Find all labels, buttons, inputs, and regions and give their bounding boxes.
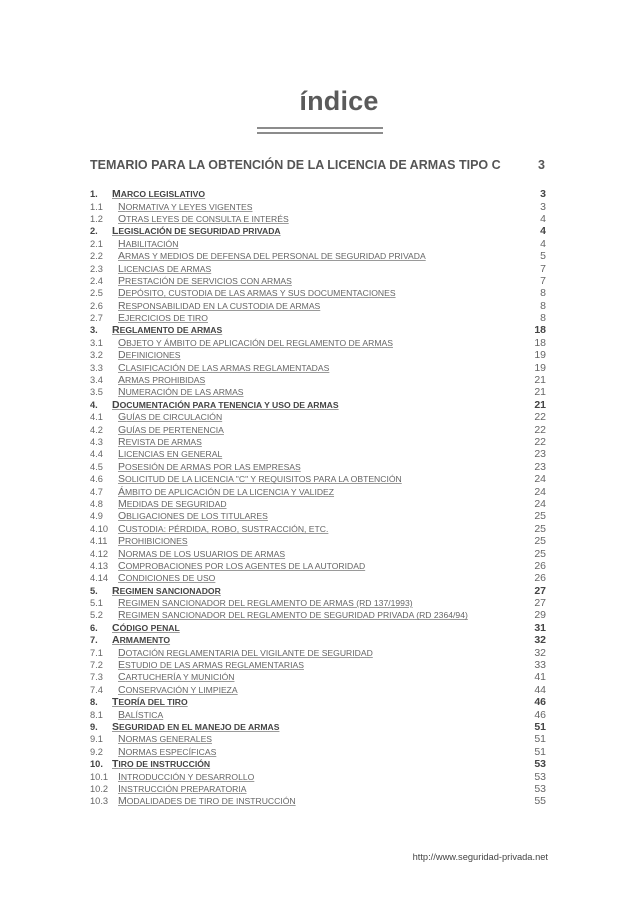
toc-entry-link[interactable]: MODALIDADES DE TIRO DE INSTRUCCIÓN	[118, 795, 296, 808]
toc-entry-number: 4.11	[90, 536, 108, 547]
toc-chapter-entry[interactable]	[90, 324, 546, 336]
toc-entry-page: 19	[534, 361, 546, 374]
toc-entry-page: 4	[540, 225, 546, 238]
toc-section-entry[interactable]	[90, 361, 546, 373]
toc-section-entry[interactable]	[90, 510, 546, 522]
toc-section-entry[interactable]	[90, 461, 546, 473]
toc-chapter-entry[interactable]	[90, 399, 546, 411]
toc-entry-page: 21	[534, 398, 546, 411]
toc-entry-number: 4.2	[90, 424, 103, 435]
toc-entry-number: 4.4	[90, 449, 103, 460]
toc-entry-link[interactable]: ARMAS PROHIBIDAS	[118, 374, 206, 387]
footer-url[interactable]: http://www.seguridad-privada.net	[412, 852, 548, 862]
toc-entry-number: 7.2	[90, 660, 103, 671]
toc-entry-number: 7.	[90, 635, 98, 646]
toc-entry-number: 8.1	[90, 709, 103, 720]
toc-entry-link[interactable]: GUÍAS DE PERTENENCIA	[118, 423, 224, 436]
toc-entry-link[interactable]: SOLICITUD DE LA LICENCIA "C" Y REQUISITOS PARA LA OBTENCIÓN	[118, 473, 402, 486]
toc-entry-page: 8	[540, 312, 546, 325]
toc-entry-number: 4.12	[90, 548, 109, 559]
toc-section-entry[interactable]	[90, 498, 546, 510]
toc-entry-link[interactable]: CUSTODIA: PÉRDIDA, ROBO, SUSTRACCIÓN, ETC.	[118, 522, 329, 535]
toc-entry-page: 53	[534, 782, 546, 795]
toc-entry-page: 26	[534, 572, 546, 585]
toc-chapter-entry[interactable]	[90, 225, 546, 237]
toc-entry-link[interactable]: ARMAMENTO	[112, 634, 171, 647]
toc-entry-page: 8	[540, 299, 546, 312]
toc-entry-page: 24	[534, 497, 546, 510]
toc-chapter-entry[interactable]	[90, 696, 546, 708]
toc-entry-page: 22	[534, 436, 546, 448]
toc-entry-page: 51	[534, 745, 546, 758]
table-of-contents	[90, 188, 546, 808]
title-rule-top	[257, 127, 383, 129]
toc-entry-link[interactable]: DOCUMENTACIÓN PARA TENENCIA Y USO DE ARMAS	[112, 398, 339, 411]
toc-entry-page: 3	[540, 200, 546, 213]
toc-chapter-entry[interactable]	[90, 634, 546, 646]
toc-section-entry[interactable]	[90, 386, 546, 398]
toc-entry-page: 21	[534, 374, 546, 387]
toc-entry-number: 6.	[90, 622, 98, 633]
toc-entry-link[interactable]: POSESIÓN DE ARMAS POR LAS EMPRESAS	[118, 460, 301, 473]
toc-entry-page: 19	[534, 349, 546, 362]
toc-entry-page: 21	[534, 386, 546, 399]
toc-entry-number: 2.5	[90, 288, 103, 299]
toc-section-entry[interactable]	[90, 287, 546, 299]
toc-entry-number: 7.1	[90, 647, 103, 658]
toc-entry-page: 46	[534, 708, 546, 721]
toc-section-entry[interactable]	[90, 374, 546, 386]
toc-entry-number: 2.1	[90, 238, 103, 249]
toc-entry-page: 33	[534, 659, 546, 672]
toc-entry-link[interactable]: OTRAS LEYES DE CONSULTA E INTERÉS	[118, 212, 289, 225]
toc-entry-page: 53	[534, 758, 546, 771]
toc-section-entry[interactable]	[90, 746, 546, 758]
toc-section-entry[interactable]	[90, 411, 546, 423]
toc-entry-number: 2.3	[90, 263, 103, 274]
toc-chapter-entry[interactable]	[90, 758, 546, 770]
toc-entry-link[interactable]: LICENCIAS EN GENERAL	[118, 448, 223, 461]
toc-main-entry-page: 3	[538, 158, 545, 172]
toc-entry-number: 3.3	[90, 362, 103, 373]
toc-entry-page: 27	[534, 597, 546, 610]
toc-entry-link[interactable]: PROHIBICIONES	[118, 535, 188, 548]
toc-main-entry[interactable]	[90, 157, 546, 173]
toc-entry-number: 4.14	[90, 573, 109, 584]
toc-section-entry[interactable]	[90, 646, 546, 658]
toc-entry-link[interactable]: PRESTACIÓN DE SERVICIOS CON ARMAS	[118, 274, 292, 287]
toc-entry-page: 55	[534, 795, 546, 808]
toc-entry-link[interactable]: BALÍSTICA	[118, 708, 164, 721]
toc-entry-page: 41	[534, 671, 546, 684]
toc-entry-page: 25	[534, 547, 546, 560]
toc-entry-number: 5.	[90, 585, 98, 596]
toc-entry-number: 5.2	[90, 610, 103, 621]
toc-entry-link[interactable]: NORMAS ESPECÍFICAS	[118, 745, 217, 758]
toc-entry-page: 51	[534, 720, 546, 733]
toc-entry-link[interactable]: CÓDIGO PENAL	[112, 621, 180, 634]
toc-entry-page: 4	[540, 212, 546, 225]
toc-entry-number: 3.	[90, 325, 98, 336]
toc-entry-number: 7.4	[90, 684, 103, 695]
toc-section-entry[interactable]	[90, 535, 546, 547]
page-title: índice	[299, 86, 379, 116]
toc-entry-link[interactable]: ESTUDIO DE LAS ARMAS REGLAMENTARIAS	[118, 659, 304, 672]
toc-entry-page: 5	[540, 250, 546, 263]
toc-section-entry[interactable]	[90, 275, 546, 287]
toc-entry-link[interactable]: REGIMEN SANCIONADOR DEL REGLAMENTO DE ARMAS (RD 137/1993)	[118, 597, 413, 610]
toc-section-entry[interactable]	[90, 560, 546, 572]
toc-section-entry[interactable]	[90, 684, 546, 696]
toc-entry-link[interactable]: OBLIGACIONES DE LOS TITULARES	[118, 510, 268, 523]
toc-entry-page: 26	[534, 559, 546, 572]
toc-entry-page: 23	[534, 460, 546, 473]
toc-entry-number: 9.2	[90, 746, 103, 757]
toc-section-entry[interactable]	[90, 523, 546, 535]
toc-entry-link[interactable]: MEDIDAS DE SEGURIDAD	[118, 497, 227, 510]
toc-entry-number: 4.1	[90, 412, 103, 423]
toc-entry-number: 2.7	[90, 313, 103, 324]
toc-section-entry[interactable]	[90, 250, 546, 262]
toc-entry-number: 4.3	[90, 437, 103, 447]
toc-entry-link[interactable]: MARCO LEGISLATIVO	[112, 188, 206, 201]
toc-entry-link[interactable]: ÁMBITO DE APLICACIÓN DE LA LICENCIA Y VALIDEZ	[118, 485, 335, 498]
toc-entry-number: 4.13	[90, 560, 109, 571]
toc-entry-link[interactable]: INSTRUCCIÓN PREPARATORIA	[118, 782, 247, 795]
toc-section-entry[interactable]	[90, 262, 546, 274]
toc-entry-page: 22	[534, 423, 546, 436]
toc-section-entry[interactable]	[90, 770, 546, 782]
toc-entry-link[interactable]: INTRODUCCIÓN Y DESARROLLO	[118, 770, 255, 783]
toc-entry-link[interactable]: NORMATIVA Y LEYES VIGENTES	[118, 200, 253, 213]
toc-section-entry[interactable]	[90, 572, 546, 584]
toc-entry-link[interactable]: CLASIFICACIÓN DE LAS ARMAS REGLAMENTADAS	[118, 361, 330, 374]
toc-entry-page: 25	[534, 510, 546, 523]
toc-section-entry[interactable]	[90, 547, 546, 559]
toc-entry-page: 18	[534, 324, 546, 337]
toc-main-entry-label: TEMARIO PARA LA OBTENCIÓN DE LA LICENCIA DE ARMAS TIPO C	[90, 158, 501, 172]
toc-entry-link[interactable]: CONDICIONES DE USO	[118, 572, 216, 585]
toc-chapter-entry[interactable]	[90, 721, 546, 733]
toc-entry-number: 3.1	[90, 337, 103, 348]
toc-entry-number: 4.9	[90, 511, 103, 522]
toc-entry-page: 7	[540, 274, 546, 287]
toc-section-entry[interactable]	[90, 609, 546, 621]
toc-entry-number: 4.10	[90, 523, 109, 534]
toc-entry-link[interactable]: ARMAS Y MEDIOS DE DEFENSA DEL PERSONAL DE SEGURIDAD PRIVADA	[118, 250, 426, 263]
toc-entry-number: 3.2	[90, 350, 103, 361]
toc-entry-page: 32	[534, 646, 546, 659]
toc-entry-link[interactable]: NORMAS DE LOS USUARIOS DE ARMAS	[118, 547, 286, 560]
toc-entry-link[interactable]: CONSERVACIÓN Y LIMPIEZA	[118, 683, 238, 696]
toc-entry-page: 53	[534, 770, 546, 783]
toc-entry-number: 2.2	[90, 251, 103, 262]
toc-entry-page: 46	[534, 696, 546, 709]
toc-chapter-entry[interactable]	[90, 622, 546, 634]
toc-section-entry[interactable]	[90, 597, 546, 609]
toc-entry-page: 29	[534, 609, 546, 622]
toc-entry-link[interactable]: DOTACIÓN REGLAMENTARIA DEL VIGILANTE DE SEGURIDAD	[118, 646, 373, 659]
toc-entry-page: 25	[534, 535, 546, 548]
toc-entry-link[interactable]: LEGISLACIÓN DE SEGURIDAD PRIVADA	[112, 225, 281, 238]
toc-entry-number: 2.	[90, 226, 98, 237]
toc-chapter-entry[interactable]	[90, 585, 546, 597]
toc-entry-link[interactable]: SEGURIDAD EN EL MANEJO DE ARMAS	[112, 720, 280, 733]
toc-entry-number: 5.1	[90, 598, 103, 609]
toc-entry-link[interactable]: OBJETO Y ÁMBITO DE APLICACIÓN DEL REGLAMENTO DE ARMAS	[118, 336, 393, 349]
toc-entry-page: 24	[534, 473, 546, 486]
toc-section-entry[interactable]	[90, 300, 546, 312]
toc-entry-page: 24	[534, 485, 546, 498]
toc-entry-page: 3	[540, 188, 546, 201]
toc-section-entry[interactable]	[90, 708, 546, 720]
toc-entry-number: 3.5	[90, 387, 103, 398]
toc-entry-link[interactable]: NUMERACIÓN DE LAS ARMAS	[118, 386, 244, 399]
toc-entry-page: 4	[540, 237, 546, 250]
toc-section-entry[interactable]	[90, 213, 546, 225]
toc-entry-link[interactable]: CARTUCHERÍA Y MUNICIÓN	[118, 671, 235, 684]
toc-entry-number: 1.1	[90, 201, 103, 212]
toc-entry-number: 2.4	[90, 275, 103, 286]
toc-entry-number: 4.7	[90, 486, 103, 497]
toc-entry-link[interactable]: TEORÍA DEL TIRO	[112, 696, 188, 709]
toc-section-entry[interactable]	[90, 200, 546, 212]
toc-entry-page: 23	[534, 448, 546, 461]
toc-entry-link[interactable]: TIRO DE INSTRUCCIÓN	[112, 758, 211, 771]
toc-section-entry[interactable]	[90, 671, 546, 683]
toc-entry-link[interactable]: RESPONSABILIDAD EN LA CUSTODIA DE ARMAS	[118, 299, 321, 312]
toc-entry-number: 7.3	[90, 672, 103, 683]
toc-section-entry[interactable]	[90, 783, 546, 795]
toc-entry-number: 9.1	[90, 734, 103, 745]
toc-entry-link[interactable]: DEPÓSITO, CUSTODIA DE LAS ARMAS Y SUS DOCUMENTACIONES	[118, 287, 396, 300]
toc-entry-link[interactable]: GUÍAS DE CIRCULACIÓN	[118, 411, 223, 424]
toc-entry-number: 2.6	[90, 300, 103, 311]
toc-entry-number: 10.	[90, 759, 103, 770]
toc-entry-link[interactable]: REGIMEN SANCIONADOR	[112, 584, 221, 597]
toc-section-entry[interactable]	[90, 312, 546, 324]
toc-entry-page: 51	[534, 733, 546, 746]
toc-entry-page: 8	[540, 287, 546, 300]
toc-entry-link[interactable]: HABILITACIÓN	[118, 237, 179, 250]
toc-entry-page: 44	[534, 683, 546, 696]
toc-section-entry[interactable]	[90, 349, 546, 361]
toc-section-entry[interactable]	[90, 485, 546, 497]
toc-entry-page: 31	[534, 621, 546, 634]
toc-entry-page: 32	[534, 634, 546, 647]
toc-section-entry[interactable]	[90, 659, 546, 671]
toc-section-entry[interactable]	[90, 238, 546, 250]
toc-entry-link[interactable]: LICENCIAS DE ARMAS	[118, 262, 212, 275]
toc-entry-page: 18	[534, 336, 546, 349]
toc-entry-number: 1.2	[90, 213, 103, 224]
title-rule-bottom	[257, 132, 383, 134]
toc-section-entry[interactable]	[90, 337, 546, 349]
toc-entry-number: 9.	[90, 721, 98, 732]
toc-entry-number: 4.5	[90, 461, 103, 472]
toc-section-entry[interactable]	[90, 795, 546, 807]
toc-entry-number: 4.8	[90, 498, 103, 509]
toc-section-entry[interactable]	[90, 436, 546, 448]
toc-entry-page: 7	[540, 262, 546, 275]
toc-chapter-entry[interactable]	[90, 188, 546, 200]
toc-section-entry[interactable]	[90, 733, 546, 745]
toc-entry-link[interactable]: EJERCICIOS DE TIRO	[118, 312, 208, 325]
toc-entry-link[interactable]: REVISTA DE ARMAS	[118, 436, 202, 448]
toc-entry-number: 4.6	[90, 474, 103, 485]
toc-entry-number: 1.	[90, 189, 98, 200]
toc-entry-link[interactable]: NORMAS GENERALES	[118, 733, 213, 746]
toc-entry-link[interactable]: REGLAMENTO DE ARMAS	[112, 324, 223, 337]
toc-entry-number: 8.	[90, 697, 98, 708]
toc-entry-number: 10.2	[90, 783, 109, 794]
toc-entry-page: 27	[534, 584, 546, 597]
toc-entry-number: 4.	[90, 399, 98, 410]
toc-entry-link[interactable]: COMPROBACIONES POR LOS AGENTES DE LA AUTORIDAD	[118, 559, 366, 572]
toc-entry-page: 25	[534, 522, 546, 535]
toc-entry-number: 10.3	[90, 796, 109, 807]
toc-section-entry[interactable]	[90, 423, 546, 435]
toc-entry-number: 10.1	[90, 771, 109, 782]
toc-entry-link[interactable]: DEFINICIONES	[118, 349, 181, 362]
toc-section-entry[interactable]	[90, 473, 546, 485]
toc-entry-number: 3.4	[90, 375, 103, 386]
toc-entry-link[interactable]: REGIMEN SANCIONADOR DEL REGLAMENTO DE SEGURIDAD PRIVADA (RD 2364/94)	[118, 609, 468, 622]
toc-section-entry[interactable]	[90, 448, 546, 460]
toc-entry-page: 22	[534, 411, 546, 424]
